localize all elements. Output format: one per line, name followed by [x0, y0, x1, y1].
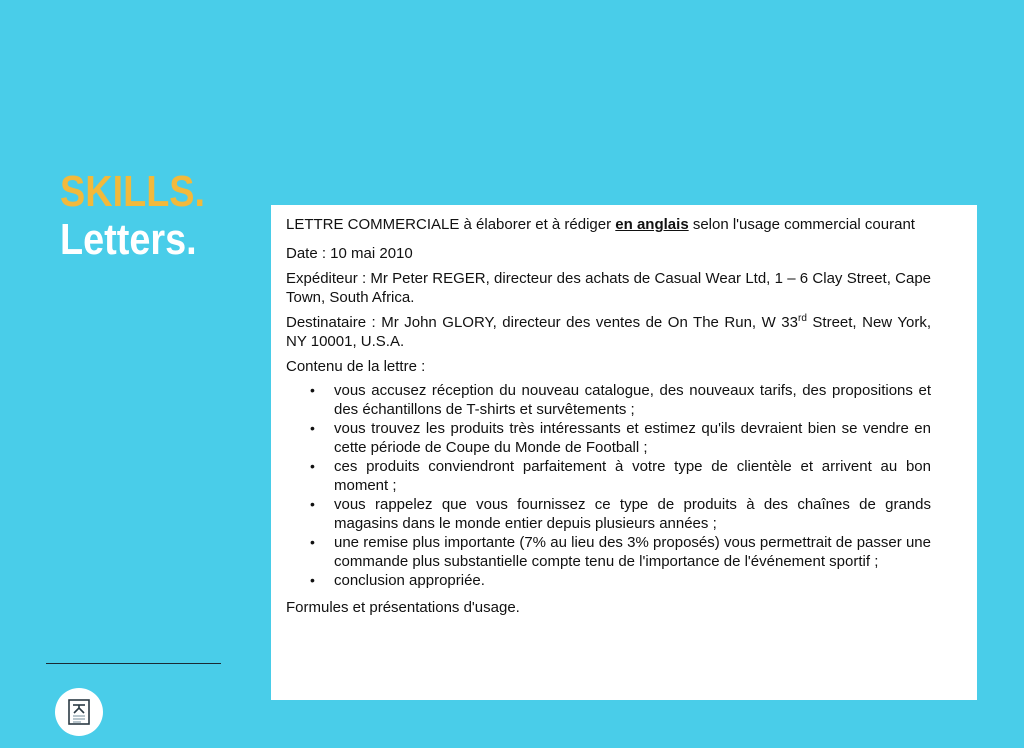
closing-line: Formules et présentations d'usage. — [286, 599, 520, 616]
bullet-item — [286, 457, 931, 495]
content-heading: Contenu de la lettre : — [286, 358, 426, 375]
slide-title — [60, 168, 205, 264]
bullet-dot: • — [310, 458, 315, 474]
bullet-text: vous accusez réception du nouveau catalogue, des nouveaux tarifs, des propositions et des échantillons de T-shirts et survêtements ; — [334, 382, 931, 418]
intro-text-before: LETTRE COMMERCIALE à élaborer et à rédiger — [286, 216, 616, 233]
bullet-item — [286, 495, 931, 533]
recipient-superscript: rd — [797, 313, 807, 324]
divider-line — [46, 663, 221, 664]
bullet-text: vous rappelez que vous fournissez ce type de produits à des chaînes de grands magasins dans le monde entier depuis plusieurs années ; — [334, 496, 931, 532]
bullet-item — [286, 419, 931, 457]
intro-emphasis: en anglais — [615, 216, 689, 233]
logo-badge — [55, 688, 103, 736]
intro-text-after: selon l'usage commercial courant — [688, 216, 915, 233]
recipient-text-after: Street, New York, NY 10001, U.S.A. — [286, 314, 932, 350]
bullet-dot: • — [310, 496, 315, 512]
letter-document — [271, 205, 977, 700]
bullet-text: une remise plus importante (7% au lieu des 3% proposés) vous permettrait de passer une commande plus substantielle compte tenu de l'importance de l'événement sportif ; — [334, 534, 931, 570]
bullet-text: vous trouvez les produits très intéressants et estimez qu'ils devraient bien se vendre en cette période de Coupe du Monde de Football ; — [334, 420, 931, 456]
bullet-dot: • — [310, 534, 315, 550]
bullet-item — [286, 571, 931, 590]
bullet-item — [286, 533, 931, 571]
bullet-text: conclusion appropriée. — [334, 572, 485, 589]
sender-line: Expéditeur : Mr Peter REGER, directeur des achats de Casual Wear Ltd, 1 – 6 Clay Street, Cape Town, South Africa. — [286, 270, 931, 306]
title-letters: Letters. — [60, 215, 197, 264]
recipient-line — [286, 313, 931, 351]
bullet-item — [286, 381, 931, 419]
bullet-dot: • — [310, 382, 315, 398]
intro-paragraph — [286, 215, 931, 234]
recipient-text-before: Destinataire : Mr John GLORY, directeur des ventes de On The Run, W 33 — [286, 314, 798, 331]
bullet-text: ces produits conviendront parfaitement à votre type de clientèle et arrivent au bon moment ; — [334, 458, 931, 494]
content-bullet-list — [286, 381, 931, 590]
date-line: Date : 10 mai 2010 — [286, 245, 413, 262]
bullet-dot: • — [310, 420, 315, 436]
document-logo-icon — [67, 699, 91, 725]
bullet-dot: • — [310, 572, 315, 588]
title-skills: SKILLS. — [60, 167, 206, 216]
